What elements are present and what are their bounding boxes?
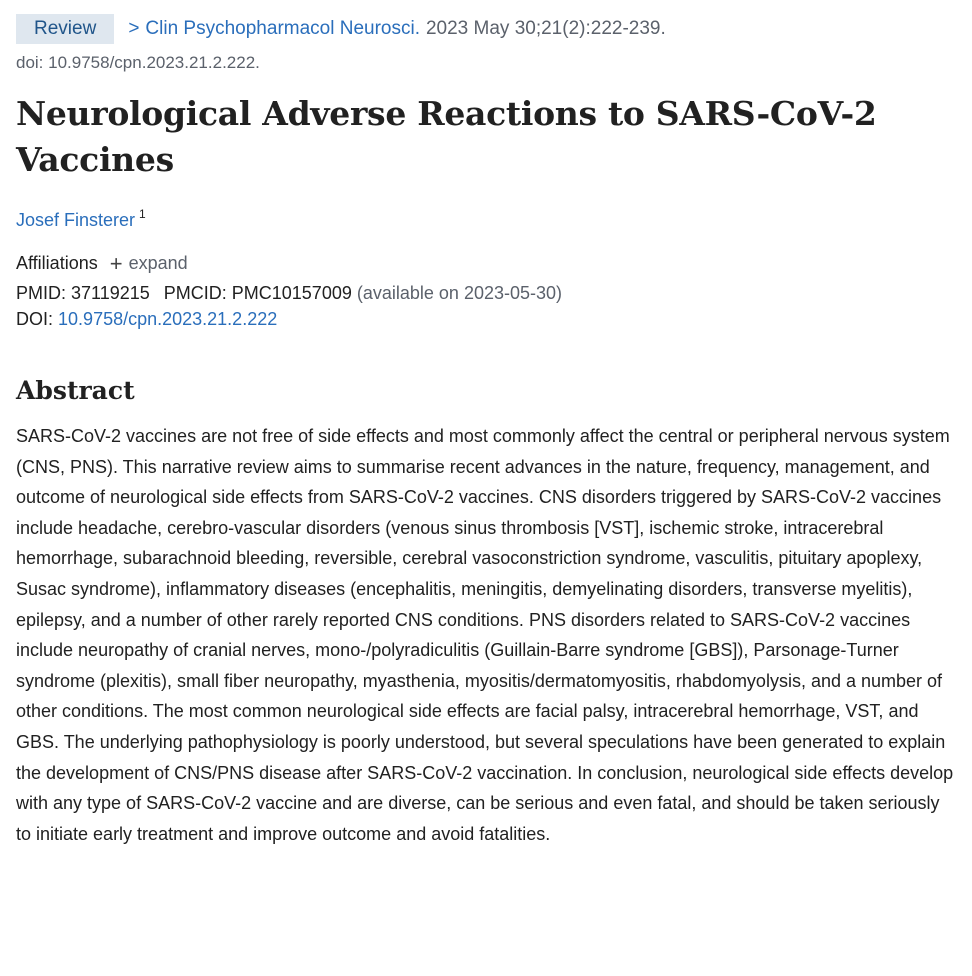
doi-link[interactable]: 10.9758/cpn.2023.21.2.222 — [58, 309, 278, 329]
doi-label: DOI: — [16, 309, 54, 329]
abstract-text: SARS-CoV-2 vaccines are not free of side effects and most commonly affect the central or peripheral nervous system (CNS, PNS). This narrative review aims to summarise recent advances in the nature, frequency, management, and outcome of neurological side effects from SARS-CoV-2 vaccines. CNS disorders triggered by SARS-CoV-2 vaccines include headache, cerebro-vascular disorders (venous sinus thrombosis [VST], ischemic stroke, intracerebral hemorrhage, subarachnoid bleeding, reversible, cerebral vasoconstriction syndrome, vasculitis, pituitary apoplexy, Susac syndrome), inflammatory diseases (encephalitis, meningitis, demyelinating disorders, transverse myelitis), epilepsy, and a number of other rarely reported CNS conditions. PNS disorders related to SARS-CoV-2 vaccines include neuropathy of cranial nerves, mono-/polyradiculitis (Guillain-Barre syndrome [GBS]), Parsonage-Turner syndrome (plexitis), small fiber neuropathy, myasthenia, myositis/dermatomyositis, rhabdomyolysis, and a number of other conditions. The most common neurological side effects are facial palsy, intracerebral hemorrhage, VST, and GBS. The underlying pathophysiology is poorly understood, but several speculations have been generated to explain the development of CNS/PNS disease after SARS-CoV-2 vaccination. In conclusion, neurological side effects develop with any type of SARS-CoV-2 vaccine and are diverse, can be serious and even fatal, and should be taken seriously to initiate early treatment and improve outcome and avoid fatalities. — [16, 426, 954, 844]
article-title: Neurological Adverse Reactions to SARS-CoV-2 Vaccines — [16, 94, 877, 179]
expand-label[interactable]: expand — [128, 253, 188, 273]
pmc-availability: (available on 2023-05-30) — [356, 283, 563, 303]
chevron-right-icon[interactable]: > — [128, 18, 140, 39]
article-type-badge: Review — [16, 14, 114, 44]
pmcid: PMCID: PMC10157009 — [163, 283, 352, 303]
citation-doi: doi: 10.9758/cpn.2023.21.2.222. — [16, 53, 260, 72]
author-link[interactable]: Josef Finsterer — [16, 210, 136, 230]
affiliation-ref[interactable]: 1 — [139, 207, 146, 221]
citation-header — [16, 14, 956, 44]
affiliations-toggle[interactable] — [16, 250, 956, 276]
pmid: PMID: 37119215 — [16, 283, 150, 303]
affiliations-label: Affiliations — [16, 253, 98, 273]
plus-icon[interactable]: + — [109, 250, 123, 276]
journal-link[interactable]: Clin Psychopharmacol Neurosci. — [145, 18, 420, 39]
author-list — [16, 207, 956, 231]
identifiers — [16, 280, 956, 332]
abstract-heading: Abstract — [16, 376, 135, 405]
citation-date: 2023 May 30;21(2):222-239. — [425, 18, 666, 39]
